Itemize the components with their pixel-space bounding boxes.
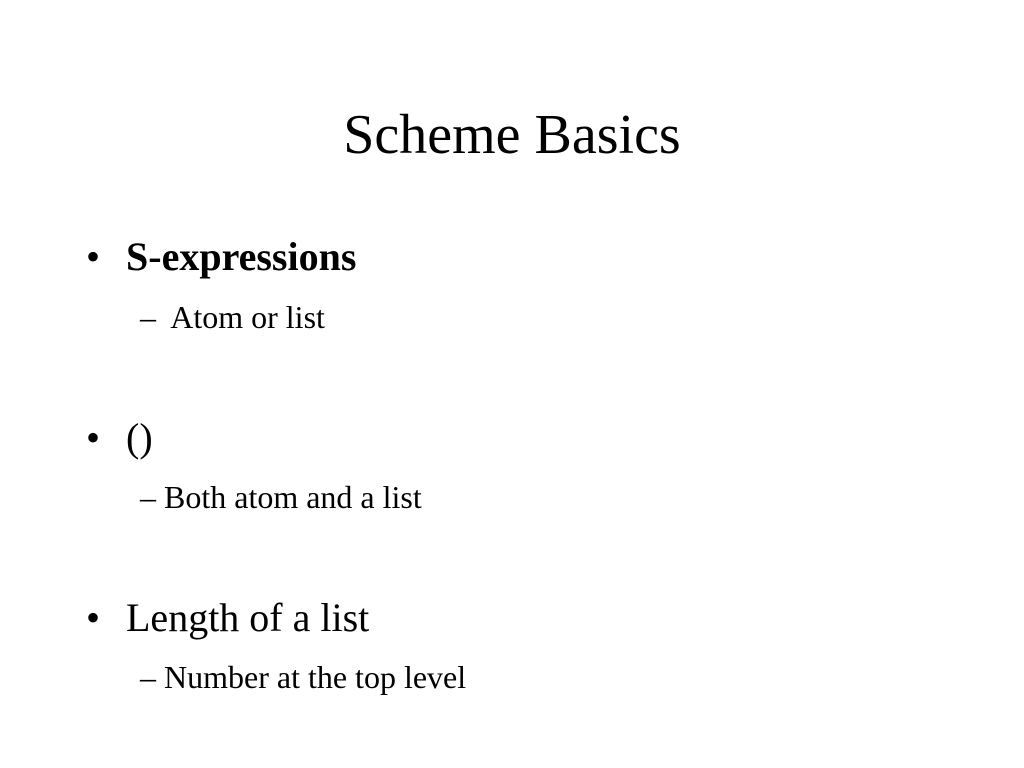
sub-bullet-text: Both atom and a list	[164, 479, 422, 515]
sub-bullet-item	[140, 298, 325, 336]
sub-bullet-item	[140, 658, 466, 696]
bullet-marker: •	[86, 234, 101, 279]
bullet-item	[86, 595, 369, 641]
bullet-text: ()	[126, 415, 153, 460]
sub-bullet-marker: –	[140, 479, 156, 515]
sub-bullet-marker: –	[140, 659, 156, 695]
sub-bullet-text: Atom or list	[164, 299, 325, 335]
bullet-item	[86, 415, 153, 461]
bullet-text: S-expressions	[126, 234, 357, 279]
bullet-marker: •	[86, 415, 101, 460]
sub-bullet-text: Number at the top level	[164, 659, 467, 695]
bullet-marker: •	[86, 595, 101, 640]
sub-bullet-item	[140, 478, 422, 516]
slide-title: Scheme Basics	[343, 104, 681, 166]
bullet-text: Length of a list	[126, 595, 370, 640]
bullet-item	[86, 234, 356, 280]
sub-bullet-marker: –	[140, 299, 156, 335]
